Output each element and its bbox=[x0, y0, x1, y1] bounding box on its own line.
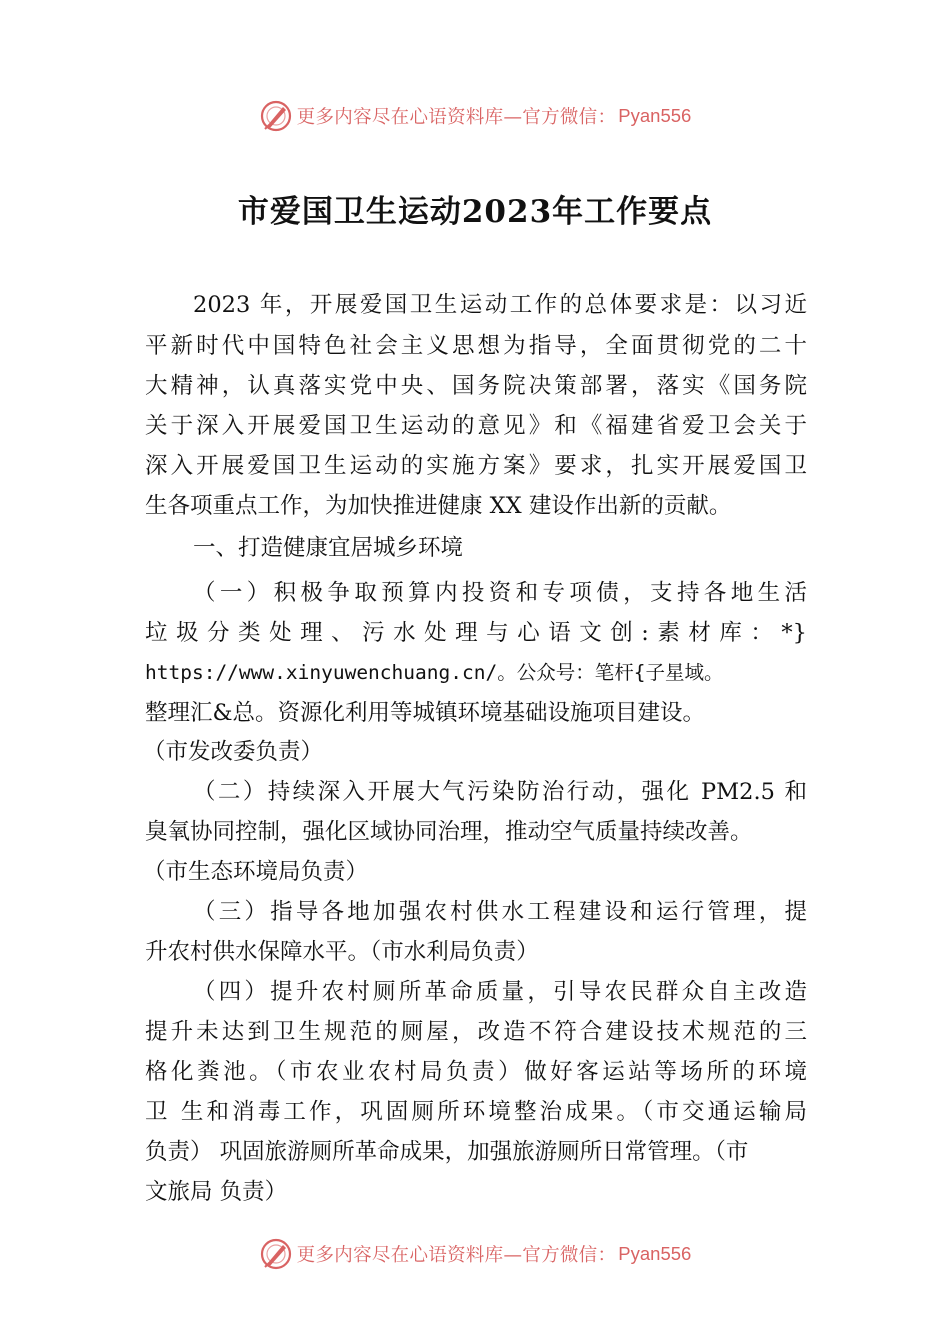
body-line: （三）指导各地加强农村供水工程建设和运行管理，提 bbox=[193, 899, 807, 925]
responsible-dept: （市发改委负责） bbox=[143, 739, 324, 765]
body-line: （四）提升农村厕所革命质量，引导农民群众自主改造 bbox=[193, 979, 807, 1005]
body-line: 提升未达到卫生规范的厕屋，改造不符合建设技术规范的三 bbox=[145, 1019, 807, 1045]
body-line: 深入开展爱国卫生运动的实施方案》要求，扎实开展爱国卫 bbox=[145, 453, 807, 479]
body-line: 升农村供水保障水平。（市水利局负责） bbox=[145, 939, 539, 965]
quill-pen-seal-icon bbox=[259, 1237, 293, 1271]
watermark-header bbox=[0, 96, 950, 136]
watermark-wechat-id: Pyan556 bbox=[618, 105, 692, 126]
watermark-text: 更多内容尽在心语资料库—官方微信： bbox=[296, 107, 617, 128]
watermark-footer bbox=[0, 1234, 950, 1274]
responsible-dept: （市生态环境局负责） bbox=[143, 859, 369, 885]
body-line: 负责） 巩固旅游厕所革命成果，加强旅游厕所日常管理。（市 bbox=[145, 1139, 749, 1165]
section-heading: 一、打造健康宜居城乡环境 bbox=[193, 535, 464, 561]
document-title: 市爱国卫生运动2023年工作要点 bbox=[237, 194, 713, 230]
watermark-text: 更多内容尽在心语资料库—官方微信： bbox=[296, 1245, 617, 1266]
body-line: 关于深入开展爱国卫生运动的意见》和《福建省爱卫会关于 bbox=[145, 413, 807, 439]
body-line: 文旅局 负责） bbox=[145, 1179, 288, 1205]
watermark-wechat-id: Pyan556 bbox=[618, 1243, 692, 1264]
body-line: 平新时代中国特色社会主义思想为指导，全面贯彻党的二十 bbox=[145, 333, 807, 359]
body-line: 格化粪池。（市农业农村局负责）做好客运站等场所的环境 bbox=[145, 1059, 807, 1085]
body-line: 2023 年，开展爱国卫生运动工作的总体要求是：以习近 bbox=[193, 292, 807, 318]
body-line: 垃圾分类处理、污水处理与心语文创:素材库：*} bbox=[145, 620, 807, 646]
body-line: （一）积极争取预算内投资和专项债，支持各地生活 bbox=[193, 580, 807, 606]
body-line: 臭氧协同控制，强化区域协同治理，推动空气质量持续改善。 bbox=[145, 819, 753, 845]
body-line: https://www.xinyuwenchuang.cn/。公众号：笔杆{子星域。 bbox=[145, 661, 724, 684]
body-line: （二）持续深入开展大气污染防治行动，强化 PM2.5 和 bbox=[193, 779, 807, 805]
quill-pen-seal-icon bbox=[259, 99, 293, 133]
body-line: 生各项重点工作，为加快推进健康 XX 建设作出新的贡献。 bbox=[145, 493, 732, 519]
body-line: 大精神，认真落实党中央、国务院决策部署，落实《国务院 bbox=[145, 373, 807, 399]
body-line: 整理汇&总。资源化利用等城镇环境基础设施项目建设。 bbox=[145, 700, 706, 726]
body-line: 卫 生和消毒工作，巩固厕所环境整治成果。（市交通运输局 bbox=[145, 1099, 807, 1125]
